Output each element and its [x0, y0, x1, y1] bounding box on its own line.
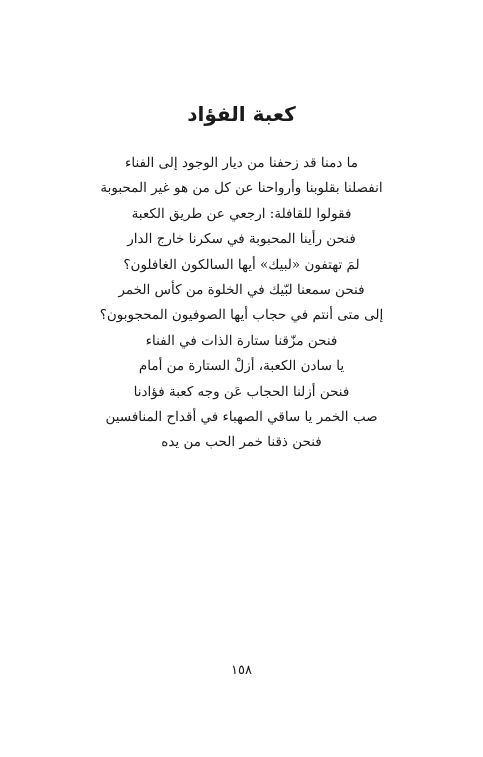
poem-line: فقولوا للقافلة: ارجعي عن طريق الكعبة [131, 205, 352, 222]
page-number: ١٥٨ [231, 663, 252, 678]
poem-line: فنحن سمعنا لبّيك في الخلوة من كأس الخمر [118, 281, 365, 298]
poem-line: إلى متى أنتم في حجاب أيها الصوفيون المحجوبون؟ [99, 307, 384, 324]
poem-line: فنحن مزّقنا ستارة الذات في الفناء [145, 332, 338, 349]
poem-line: فنحن ذقنا خمر الحب من يده [161, 434, 322, 451]
poem-line: ما دمنا قد زحفنا من ديار الوجود إلى الفناء [125, 155, 358, 171]
poem-line: لمَ تهتفون «لبيك» أيها السالكون الغافلون؟ [123, 256, 360, 273]
poem-title: كعبة الفؤاد [187, 102, 296, 126]
poem-line: فنحن رأينا المحبوبة في سكرنا خارج الدار [127, 231, 356, 248]
poem-line: صب الخمر يا ساقي الصهباء في أقداح المنافسين [105, 408, 378, 425]
poem-line: يا سادن الكعبة، أزلْ الستارة من أمام [138, 358, 345, 375]
poem-body [95, 151, 388, 456]
poem-line: فنحن أزلنا الحجاب عَن وجه كعبة فؤادنا [133, 383, 350, 400]
poem-line: انفصلنا بقلوبنا وأرواحنا عن كل من هو غير المحبوبة [100, 180, 383, 197]
